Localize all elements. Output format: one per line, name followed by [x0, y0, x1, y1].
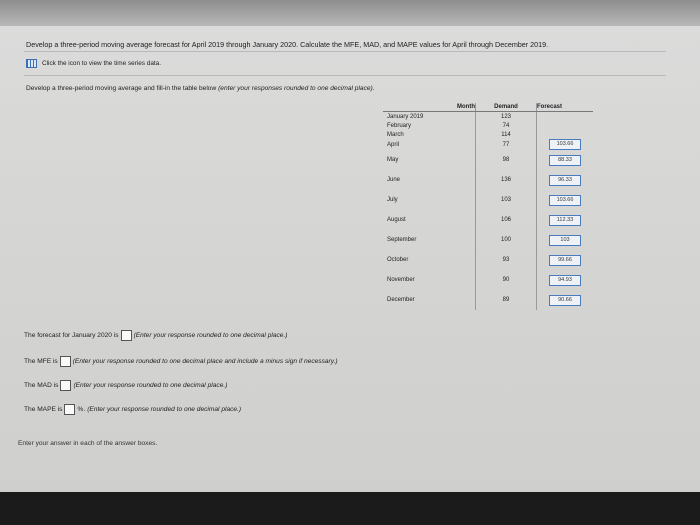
forecast-cell: [537, 270, 594, 290]
demand-cell: 93: [476, 250, 537, 270]
time-series-link[interactable]: Click the icon to view the time series data.: [42, 60, 161, 67]
forecast-input[interactable]: 103: [549, 235, 581, 246]
forecast-cell: [537, 121, 594, 130]
forecast-cell: [537, 190, 594, 210]
mad-hint: (Enter your response rounded to one decimal place.): [73, 382, 228, 389]
forecast-cell: [537, 210, 594, 230]
forecast-cell: [537, 139, 594, 150]
forecast-input[interactable]: 90.66: [549, 295, 581, 306]
mape-suffix: %.: [77, 406, 86, 413]
instruction-main: Develop a three-period moving average and fill-in the table below: [26, 85, 219, 92]
forecast-input[interactable]: 94.93: [549, 275, 581, 286]
table-row: [383, 190, 593, 210]
jan-forecast-line: [24, 330, 288, 341]
question-title: Develop a three-period moving average forecast for April 2019 through January 2020. Calculate the MFE, MAD, and MAPE values for April through December 2019.: [26, 40, 549, 49]
month-cell: January 2019: [387, 113, 424, 120]
mfe-line: [24, 356, 338, 367]
table-icon[interactable]: [26, 59, 37, 68]
table-row: [383, 130, 593, 139]
forecast-cell: [537, 112, 594, 122]
mape-line: [24, 404, 241, 415]
month-cell: May: [387, 157, 399, 163]
footer-instruction: Enter your answer in each of the answer boxes.: [18, 440, 158, 447]
mfe-hint: (Enter your response rounded to one decimal place and include a minus sign if necessary.): [72, 358, 338, 365]
forecast-input[interactable]: 112.33: [549, 215, 581, 226]
divider: [24, 75, 666, 76]
mape-input[interactable]: [64, 404, 75, 415]
demand-cell: 100: [476, 230, 537, 250]
month-cell: July: [387, 197, 398, 203]
demand-cell: 123: [476, 112, 537, 122]
jan-forecast-hint: (Enter your response rounded to one decimal place.): [133, 332, 288, 339]
table-row: [383, 112, 593, 122]
table-row: [383, 170, 593, 190]
table-row: [383, 290, 593, 310]
forecast-input[interactable]: 103.66: [549, 195, 581, 206]
forecast-cell: [537, 290, 594, 310]
month-cell: September: [387, 237, 417, 243]
table-row: [383, 150, 593, 170]
month-cell: June: [387, 177, 401, 183]
demand-cell: 74: [476, 121, 537, 130]
month-header: Month: [383, 103, 476, 112]
mad-input[interactable]: [60, 380, 71, 391]
table-header-row: [383, 103, 593, 112]
time-series-link-row: [26, 59, 161, 68]
mad-label: The MAD is: [24, 382, 59, 389]
demand-cell: 114: [476, 130, 537, 139]
month-cell: March: [387, 131, 404, 138]
month-cell: November: [387, 277, 415, 283]
forecast-cell: [537, 250, 594, 270]
demand-cell: 89: [476, 290, 537, 310]
forecast-input[interactable]: 99.66: [549, 255, 581, 266]
forecast-header: Forecast: [537, 103, 594, 112]
demand-cell: 77: [476, 139, 537, 150]
forecast-input[interactable]: 96.33: [549, 175, 581, 186]
instruction: [26, 85, 375, 92]
mape-hint: (Enter your response rounded to one decimal place.): [87, 406, 242, 413]
table-row: [383, 210, 593, 230]
demand-cell: 106: [476, 210, 537, 230]
month-cell: February: [387, 122, 412, 129]
month-cell: April: [387, 141, 400, 148]
demand-cell: 136: [476, 170, 537, 190]
forecast-cell: [537, 130, 594, 139]
table-row: [383, 270, 593, 290]
demand-header: Demand: [476, 103, 537, 112]
mad-line: [24, 380, 227, 391]
divider: [24, 51, 666, 52]
jan-forecast-input[interactable]: [121, 330, 132, 341]
mape-label: The MAPE is: [24, 406, 63, 413]
demand-cell: 103: [476, 190, 537, 210]
browser-top-bar: [0, 0, 700, 26]
month-cell: December: [387, 297, 415, 303]
month-cell: October: [387, 257, 409, 263]
forecast-cell: [537, 150, 594, 170]
forecast-table: [383, 103, 593, 310]
demand-cell: 98: [476, 150, 537, 170]
table-row: [383, 121, 593, 130]
mfe-input[interactable]: [60, 356, 71, 367]
forecast-input[interactable]: 103.66: [549, 139, 581, 150]
forecast-input[interactable]: 88.33: [549, 155, 581, 166]
month-cell: August: [387, 217, 406, 223]
table-row: [383, 139, 593, 150]
forecast-cell: [537, 230, 594, 250]
mfe-label: The MFE is: [24, 358, 58, 365]
instruction-emphasis: (enter your responses rounded to one decimal place).: [218, 85, 375, 92]
forecast-cell: [537, 170, 594, 190]
table-row: [383, 250, 593, 270]
demand-cell: 90: [476, 270, 537, 290]
jan-forecast-label: The forecast for January 2020 is: [24, 332, 119, 339]
table-row: [383, 230, 593, 250]
